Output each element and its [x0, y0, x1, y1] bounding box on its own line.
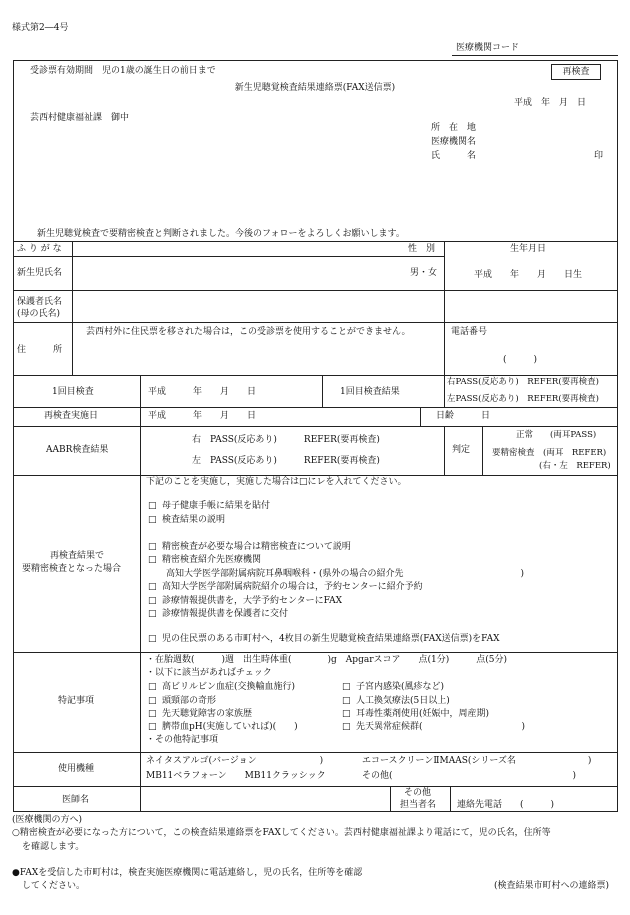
first-exam-date: 平成 年 月 日 — [148, 387, 257, 397]
seal-mark: 印 — [594, 151, 604, 161]
special-right-2[interactable]: □ 耳毒性薬剤使用(妊娠中，周産期) — [342, 710, 489, 719]
special-left-0[interactable]: □ 高ビリルビン血症(交換輸血施行) — [148, 683, 295, 692]
footer-note1-line1: ○精密検査が必要になった方について，この検査結果連絡票をFAXしてください。芸西村健康福祉課より電話にて，児の氏名，住所等 — [12, 828, 551, 838]
rule — [13, 407, 618, 408]
contact-phone-label: 連絡先電話 ( ) — [457, 800, 555, 810]
rule — [13, 322, 618, 323]
validity-period: 受診票有効期間 児の1歳の誕生日の前日まで — [30, 66, 216, 76]
action-item-explain[interactable]: □ 検査結果の説明 — [148, 516, 225, 525]
equipment-row1-left: ネイタスアルゴ(バージョン ) — [146, 756, 324, 766]
rule — [420, 407, 421, 426]
aabr-label: AABR検査結果 — [46, 445, 109, 455]
doctor-label: 医師名 — [62, 795, 90, 805]
action-item-fax-center[interactable]: □ 診療情報提供書を，大学予約センターにFAX — [148, 597, 342, 606]
judgment-normal: 正常 (両耳PASS) — [516, 430, 597, 440]
furigana-label: ふ り が な — [17, 244, 62, 254]
judgment-label: 判定 — [452, 445, 471, 455]
special-label: 特記事項 — [58, 696, 95, 706]
aabr-right: 右 PASS(反応あり) REFER(要再検査) — [192, 435, 380, 445]
rule — [72, 241, 73, 375]
special-right-1[interactable]: □ 人工換気療法(5日以上) — [342, 697, 450, 706]
footer-note2-line1: ●FAXを受信した市町村は，検査実施医療機関に電話連絡し，児の氏名，住所等を確認 — [12, 868, 363, 878]
rule — [444, 241, 445, 375]
gender-options: 男・女 — [410, 268, 438, 278]
gender-label: 性 別 — [408, 244, 436, 254]
footer-note1-line2: を確認します。 — [22, 842, 85, 852]
institution-name-label: 医療機関名 — [431, 137, 477, 147]
address-row-label: 住 所 — [17, 345, 63, 355]
form-number: 様式第2―4号 — [12, 23, 69, 33]
special-line1: ・在胎週数( )週 出生時体重( )g Apgarスコア 点(1分) 点(5分) — [146, 655, 507, 665]
rule — [13, 375, 618, 376]
rule — [140, 375, 141, 812]
rule — [482, 426, 483, 475]
actions-label-line1: 再検査結果で — [50, 551, 105, 561]
action-item-fax-municipality[interactable]: □ 児の住民票のある市町村へ，4枚目の新生児聴覚検査結果連絡票(FAX送信票)をFAX — [148, 635, 500, 644]
action-item-record[interactable]: □ 母子健康手帳に結果を貼付 — [148, 502, 270, 511]
addressee: 芸西村健康福祉課 御中 — [30, 113, 130, 123]
issue-date: 平成 年 月 日 — [514, 98, 587, 108]
special-left-3[interactable]: □ 臍帯血pH(実施していれば)( ) — [148, 723, 298, 732]
recheck-date: 平成 年 月 日 — [148, 411, 257, 421]
rule — [13, 752, 618, 753]
rule — [13, 290, 618, 291]
action-item-detail-explain[interactable]: □ 精密検査が必要な場合は精密検査について説明 — [148, 543, 351, 552]
phone-label: 電話番号 — [451, 327, 488, 337]
doctor-name-label: 氏 名 — [431, 151, 477, 161]
rule — [444, 375, 445, 407]
special-right-3[interactable]: □ 先天異常症候群( ) — [342, 723, 525, 732]
rule — [13, 475, 618, 476]
recheck-badge: 再検査 — [562, 67, 590, 77]
first-result-label: 1回目検査結果 — [340, 387, 400, 397]
guardian-name-label: 保護者氏名 — [17, 297, 63, 307]
other-label: その他 — [404, 788, 432, 798]
recheck-date-label: 再検査実施日 — [44, 411, 99, 421]
form-title: 新生児聴覚検査結果連絡票(FAX送信票) — [234, 83, 396, 93]
special-left-2[interactable]: □ 先天聴覚障害の家族歴 — [148, 710, 252, 719]
footer-note2-line2: してください。 — [22, 881, 86, 891]
age-in-days: 日齢 日 — [436, 411, 491, 421]
equipment-row1-right: エコースクリーンⅡMAAS(シリーズ名 ) — [362, 756, 592, 766]
guardian-name-sub: (母の氏名) — [17, 309, 61, 319]
first-exam-label: 1回目検査 — [52, 387, 94, 397]
phone-paren: ( ) — [503, 355, 538, 365]
birth-label: 生年月日 — [510, 244, 547, 254]
footer-to-institution: (医療機関の方へ) — [12, 815, 83, 825]
equipment-label: 使用機種 — [58, 764, 95, 774]
special-line2: ・以下に該当があればチェック — [146, 668, 272, 678]
rule — [13, 652, 618, 653]
action-item-referral[interactable]: □ 精密検査紹介先医療機関 — [148, 556, 261, 565]
judgment-needs-exam: 要精密検査 (両耳 REFER) — [492, 448, 607, 458]
rule — [322, 375, 323, 407]
action-item-give-guardian[interactable]: □ 診療情報提供書を保護者に交付 — [148, 610, 288, 619]
judgment-needs-exam-sub: (右・左 REFER) — [539, 461, 611, 471]
first-result-left: 左PASS(反応あり) REFER(要再検査) — [447, 394, 599, 404]
actions-label-line2: 要精密検査となった場合 — [22, 564, 122, 574]
rule — [390, 786, 391, 812]
footer-form-note: (検査結果市町村への連絡票) — [494, 881, 610, 891]
residence-note: 芸西村外に住民票を移された場合は，この受診票を使用することができません。 — [86, 327, 411, 337]
notice-text: 新生児聴覚検査で要精密検査と判断されました。今後のフォローをよろしくお願いします。 — [37, 229, 405, 239]
special-right-0[interactable]: □ 子宮内感染(風疹など) — [342, 683, 444, 692]
equipment-row2-left: MB11ベラフォーン MB11クラッシック — [146, 771, 326, 781]
responsible-label: 担当者名 — [400, 800, 437, 810]
institution-code-label: 医療機関コード — [456, 43, 520, 53]
rule — [450, 786, 451, 812]
special-left-1[interactable]: □ 頭頸部の奇形 — [148, 697, 216, 706]
rule — [13, 426, 618, 427]
newborn-name-label: 新生児氏名 — [17, 268, 63, 278]
rule — [13, 786, 618, 787]
rule — [13, 256, 444, 257]
action-item-reservation[interactable]: □ 高知大学医学部附属病院紹介の場合は，予約センターに紹介予約 — [148, 583, 423, 592]
address-label: 所 在 地 — [431, 123, 477, 133]
equipment-row2-right: その他( ) — [362, 771, 577, 781]
rule — [444, 426, 445, 475]
special-line-last: ・その他特記事項 — [146, 735, 219, 745]
rule — [13, 241, 618, 242]
actions-intro: 下記のことを実施し，実施した場合は□にレを入れてください。 — [146, 477, 407, 487]
first-result-right: 右PASS(反応あり) REFER(要再検査) — [447, 377, 599, 387]
aabr-left: 左 PASS(反応あり) REFER(要再検査) — [192, 456, 380, 466]
birth-date: 平成 年 月 日生 — [474, 270, 583, 280]
institution-code-underline — [452, 55, 618, 56]
action-referral-detail: 高知大学医学部附属病院耳鼻咽喉科・(県外の場合の紹介先 ) — [166, 569, 525, 579]
